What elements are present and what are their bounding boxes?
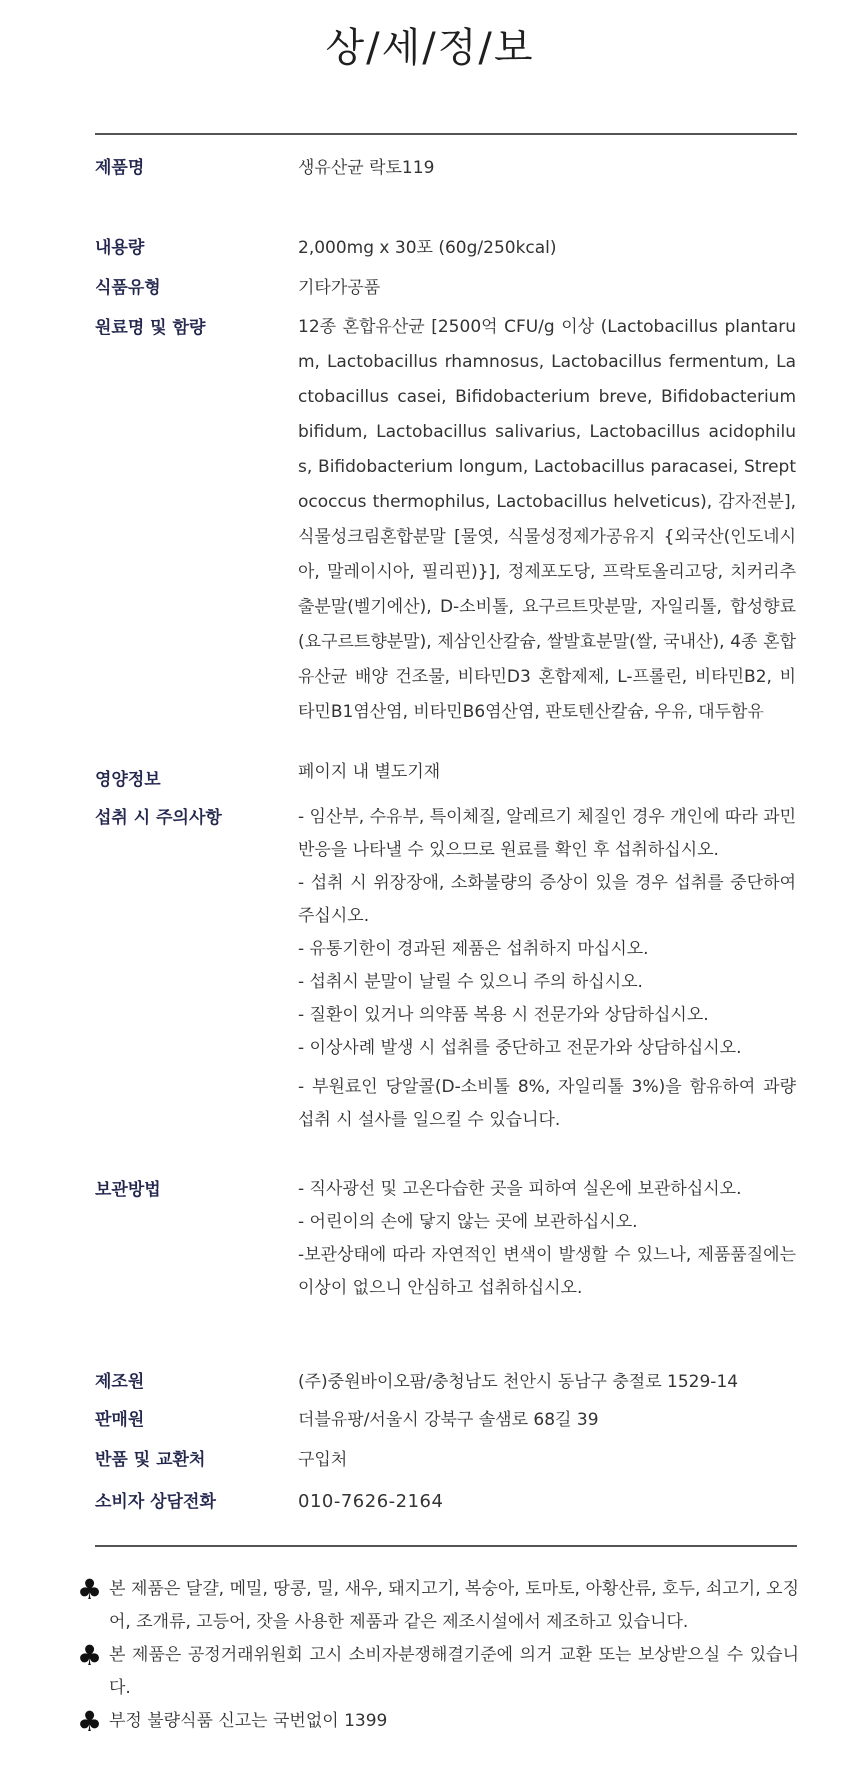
precaution-item: - 임산부, 수유부, 특이체질, 알레르기 체질인 경우 개인에 따라 과민반응을 나타낼 수 있으므로 원료를 확인 후 섭취하십시오.: [298, 807, 796, 860]
storage-item: - 직사광선 및 고온다습한 곳을 피하여 실온에 보관하십시오.: [298, 1179, 742, 1199]
consumer-phone-value: 010-7626-2164: [298, 1491, 444, 1512]
notice-text: 본 제품은 달걀, 메밀, 땅콩, 밀, 새우, 돼지고기, 복숭아, 토마토, 아황산류, 호두, 쇠고기, 오징어, 조개류, 고등어, 잣을 사용한 제품과 같은 제조시설에서 제조하고 있습니다.: [109, 1579, 799, 1632]
precaution-item: - 유통기한이 경과된 제품은 섭취하지 마십시오.: [298, 939, 649, 959]
notice-text: 부정 불량식품 신고는 국번없이 1399: [109, 1711, 388, 1731]
precautions-list: [298, 801, 796, 1137]
nutrition-value: 페이지 내 별도기재: [298, 762, 441, 782]
bottom-divider: [95, 1545, 797, 1547]
notice-item: [77, 1573, 799, 1639]
notice-text: 본 제품은 공정거래위원회 고시 소비자분쟁해결기준에 의거 교환 또는 보상받으실 수 있습니다.: [109, 1645, 799, 1698]
precaution-item: - 섭취시 분말이 날릴 수 있으니 주의 하십시오.: [298, 972, 643, 992]
nutrition-label: 영양정보: [95, 770, 161, 790]
notice-list: [77, 1573, 799, 1738]
notice-item: [77, 1705, 799, 1738]
consumer-phone-label: 소비자 상담전화: [95, 1492, 216, 1512]
top-divider: [95, 133, 797, 135]
club-icon: ♣: [77, 1705, 103, 1738]
precaution-item: - 섭취 시 위장장애, 소화불량의 증상이 있을 경우 섭취를 중단하여 주십시오.: [298, 873, 796, 926]
club-icon: ♣: [77, 1639, 103, 1672]
storage-list: [298, 1173, 796, 1305]
storage-item: -보관상태에 따라 자연적인 변색이 발생할 수 있느나, 제품품질에는 이상이 없으니 안심하고 섭취하십시오.: [298, 1245, 796, 1298]
page-title: 상/세/정/보: [325, 25, 535, 71]
manufacturer-label: 제조원: [95, 1372, 145, 1392]
content-value: 2,000mg x 30포 (60g/250kcal): [298, 238, 557, 258]
precaution-item: - 이상사례 발생 시 섭취를 중단하고 전문가와 상담하십시오.: [298, 1038, 742, 1058]
manufacturer-value: (주)중원바이오팜/충청남도 천안시 동남구 충절로 1529-14: [298, 1372, 739, 1392]
storage-label: 보관방법: [95, 1180, 161, 1200]
product-name-label: 제품명: [95, 158, 145, 178]
club-icon: ♣: [77, 1573, 103, 1606]
seller-label: 판매원: [95, 1410, 145, 1430]
seller-value: 더블유팡/서울시 강북구 솔샘로 68길 39: [298, 1410, 599, 1430]
precautions-label: 섭취 시 주의사항: [95, 808, 222, 828]
ingredients-label: 원료명 및 함량: [95, 318, 206, 338]
ingredients-value: 12종 혼합유산균 [2500억 CFU/g 이상 (Lactobacillus plantarum, Lactobacillus rhamnosus, Lactobacillus fermentum, Lactobacillus casei, Bifidobacterium breve, Bifidobacterium bifidum, Lactobacillus salivarius, Lactobacillus acidophilus, Bifidobacterium longum, Lactobacillus paracasei, Streptococcus thermophilus, Lactobacillus helveticus), 감자전분], 식물성크림혼합분말 [물엿, 식물성정제가공유지 {외국산(인도네시아, 말레이시아, 필리핀)}], 정제포도당, 프락토올리고당, 치커리추출분말(벨기에산), D-소비톨, 요구르트맛분말, 자일리톨, 합성향료(요구르트향분말), 제삼인산칼슘, 쌀발효분말(쌀, 국내산), 4종 혼합 유산균 배양 건조물, 비타민D3 혼합제제, L-프롤린, 비타민B2, 비타민B1염산염, 비타민B6염산염, 판토텐산칼슘, 우유, 대두함유: [298, 317, 796, 722]
content-label: 내용량: [95, 238, 145, 258]
notice-item: [77, 1639, 799, 1705]
returns-label: 반품 및 교환처: [95, 1450, 206, 1470]
returns-value: 구입처: [298, 1450, 348, 1470]
precaution-item: - 부원료인 당알콜(D-소비톨 8%, 자일리톨 3%)을 함유하여 과량 섭취 시 설사를 일으킬 수 있습니다.: [298, 1077, 796, 1130]
precaution-item: - 질환이 있거나 의약품 복용 시 전문가와 상담하십시오.: [298, 1005, 709, 1025]
food-type-label: 식품유형: [95, 278, 161, 298]
storage-item: - 어린이의 손에 닿지 않는 곳에 보관하십시오.: [298, 1212, 638, 1232]
food-type-value: 기타가공품: [298, 278, 381, 298]
product-name-value: 생유산균 락토119: [298, 158, 435, 178]
